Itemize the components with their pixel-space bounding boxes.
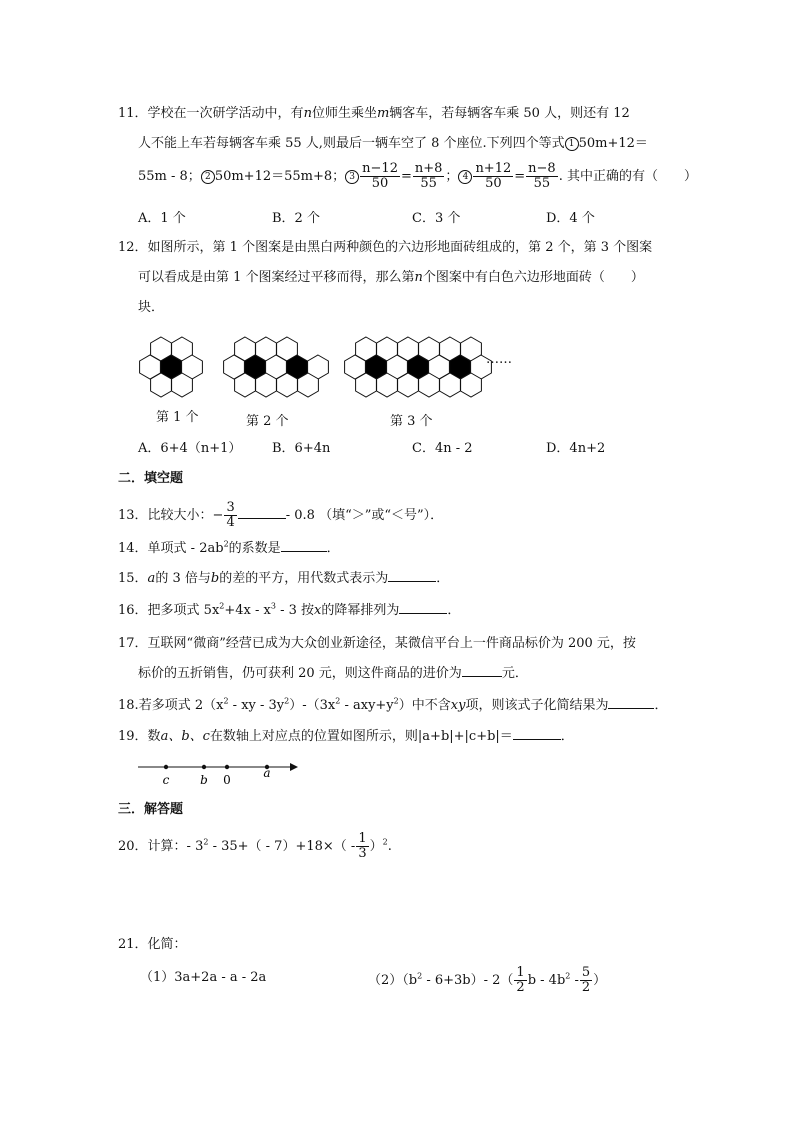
q12-option-a: A．6+4（n+1） — [138, 441, 242, 456]
q16-answer-blank[interactable] — [399, 601, 447, 614]
q12-var-n: n — [414, 270, 423, 285]
q21-part1: （1）3a+2a - a - 2a — [140, 970, 267, 985]
circled-two-icon: 2 — [201, 170, 215, 184]
q14-number: 14． — [118, 541, 148, 556]
q15-line: 15．a的 3 倍与b的差的平方，用代数式表示为 ． — [118, 571, 450, 586]
circled-one-icon: 1 — [565, 137, 579, 151]
hexagon-pattern-2 — [224, 337, 329, 397]
q15-answer-blank[interactable] — [388, 569, 436, 582]
q11-eq3-left: $\frac{n-12}{50}$ — [362, 161, 398, 191]
q12-option-d: D．4n+2 — [546, 441, 606, 456]
q12-line2 — [138, 268, 644, 288]
q11-line2 — [138, 134, 648, 154]
q11-option-b: B．2 个 — [272, 211, 320, 226]
q16-number: 16． — [118, 603, 148, 618]
number-line — [136, 758, 306, 788]
q13-text-a: 比较大小：− — [147, 508, 224, 523]
q18-line: 18.若多项式 $2(x^2$ - xy - $3y^2)-(3x^2 - axy+y^2)$中不含xy项，则该式子化简结果为 ． — [118, 696, 668, 713]
q17-line2: 标价的五折销售，仍可获利 20 元，则这件商品的进价为 元． — [138, 666, 528, 681]
q12-number: 12． — [118, 240, 148, 255]
q12-text-b: 可以看成是由第 1 个图案经过平移而得，那么第 — [138, 270, 415, 285]
label-zero: 0 — [223, 773, 231, 787]
q21-fraction-five-halves: $\frac{5}{2}$ — [581, 965, 591, 995]
q20-number: 20． — [118, 839, 148, 854]
q11-var-m: m — [376, 106, 390, 121]
q14-text-a: 单项式 - 2ab — [147, 541, 224, 556]
label-c: c — [162, 773, 170, 787]
section-solution-heading: 三．解答题 — [118, 802, 184, 817]
q11-eq3-sign: = — [400, 169, 412, 184]
q13-line — [118, 501, 443, 530]
q12-text-a: 如图所示，第 1 个图案是由黑白两种颜色的六边形地面砖组成的，第 2 个，第 3 个图案 — [147, 240, 653, 255]
q11-line1 — [118, 104, 630, 124]
q11-option-c: C．3 个 — [412, 211, 461, 226]
q11-eq4-right: $\frac{n-8}{55}$ — [528, 161, 556, 191]
q21-part2: $(2)(b^2 - 6+3b)-$ 2（ $\frac{1}{2}$ b - $4b^2$ - $\frac{5}{2}$ ） — [368, 965, 607, 995]
q17-answer-blank[interactable] — [462, 664, 502, 677]
pattern-ellipsis: …… — [486, 352, 512, 367]
q14-answer-blank[interactable] — [281, 539, 327, 552]
q16-line: 16．把多项式 $5x^2+4x - x^3 - 3$ 按x的降幂排列为 ． — [118, 601, 461, 618]
q11-sep: ； — [445, 169, 459, 184]
q18-number: 18. — [118, 698, 139, 713]
q11-text-a: 学校在一次研学活动中，有 — [147, 106, 304, 121]
q19-number: 19． — [118, 729, 148, 744]
point-c — [164, 765, 168, 769]
q13-fraction: $\frac{3}{4}$ — [226, 500, 235, 530]
q11-text-b: 位师生乘坐 — [311, 106, 377, 121]
q11-line3 — [138, 162, 697, 191]
q11-eq4-left: $\frac{n+12}{50}$ — [475, 161, 512, 191]
q14-text-b: 的系数是 — [228, 541, 281, 556]
q20-fraction: $\frac{1}{3}$ — [358, 831, 367, 861]
caption-pattern-2: 第 2 个 — [246, 414, 289, 429]
q11-eq3-right: $\frac{n+8}{55}$ — [414, 161, 443, 191]
hexagon-pattern-3 — [345, 337, 492, 397]
q12-option-c: C．4n - 2 — [412, 441, 473, 456]
circled-four-icon: 4 — [458, 170, 472, 184]
q14-line: 14．单项式 - $2ab^2$的系数是 ． — [118, 539, 340, 556]
q12-line1 — [118, 238, 652, 258]
q17-line1: 17．互联网“微商”经营已成为大众创业新途径，某微信平台上一件商品标价为 200 元，按 — [118, 636, 636, 651]
q15-number: 15． — [118, 571, 148, 586]
point-b — [202, 765, 206, 769]
q17-number: 17． — [118, 636, 148, 651]
q19-answer-blank[interactable] — [513, 727, 561, 740]
q19-line: 19．数a、b、c在数轴上对应点的位置如图所示，则|a+b|+|c+b|＝ ． — [118, 729, 574, 744]
q11-var-n: n — [303, 106, 312, 121]
q11-eq4-sign: = — [514, 169, 526, 184]
q21-line — [118, 935, 187, 955]
q21-number: 21． — [118, 937, 148, 952]
hexagon-pattern-1 — [140, 337, 203, 397]
q13-number: 13． — [118, 508, 148, 523]
label-a: a — [263, 766, 271, 780]
q12-option-b: B．6+4n — [272, 441, 331, 456]
q21-title: 化简： — [147, 937, 187, 952]
label-b: b — [200, 773, 208, 787]
q20-line: 20．计算：- $3^2 - 35+( - 7)+18\times$（ - $\frac{1}{3}$ ）$^2$. — [118, 831, 392, 861]
q12-line3: 块． — [138, 300, 165, 315]
point-zero — [225, 765, 229, 769]
q21-fraction-half: $\frac{1}{2}$ — [516, 965, 525, 995]
q11-question: . 其中正确的有（ ） — [558, 169, 697, 184]
circled-three-icon: 3 — [345, 170, 359, 184]
q13-answer-blank[interactable] — [238, 506, 286, 519]
caption-pattern-1: 第 1 个 — [156, 410, 199, 425]
q11-eq1: 50m+12＝ — [578, 136, 648, 151]
section-fill-in-blank-heading: 二．填空题 — [118, 471, 184, 486]
q11-eq2: 50m+12＝55m+8； — [214, 169, 346, 184]
hexagon-pattern-figure — [130, 332, 530, 404]
arrow-right-icon — [290, 763, 298, 771]
caption-pattern-3: 第 3 个 — [390, 414, 433, 429]
q11-line2-text: 人不能上车若每辆客车乘 55 人,则最后一辆车空了 8 个座位.下列四个等式 — [138, 136, 565, 151]
q18-answer-blank[interactable] — [608, 696, 654, 709]
q12-text-c: 个图案中有白色六边形地面砖（ ） — [422, 270, 644, 285]
q13-text-b: - 0.8 （填“＞”或“＜号”）． — [285, 508, 444, 523]
q11-text-c: 辆客车，若每辆客车乘 50 人，则还有 12 — [389, 106, 630, 121]
q11-number: 11． — [118, 106, 148, 121]
q11-eq1-tail: 55m - 8； — [138, 169, 201, 184]
q11-option-d: D．4 个 — [546, 211, 595, 226]
q11-option-a: A．1 个 — [138, 211, 186, 226]
